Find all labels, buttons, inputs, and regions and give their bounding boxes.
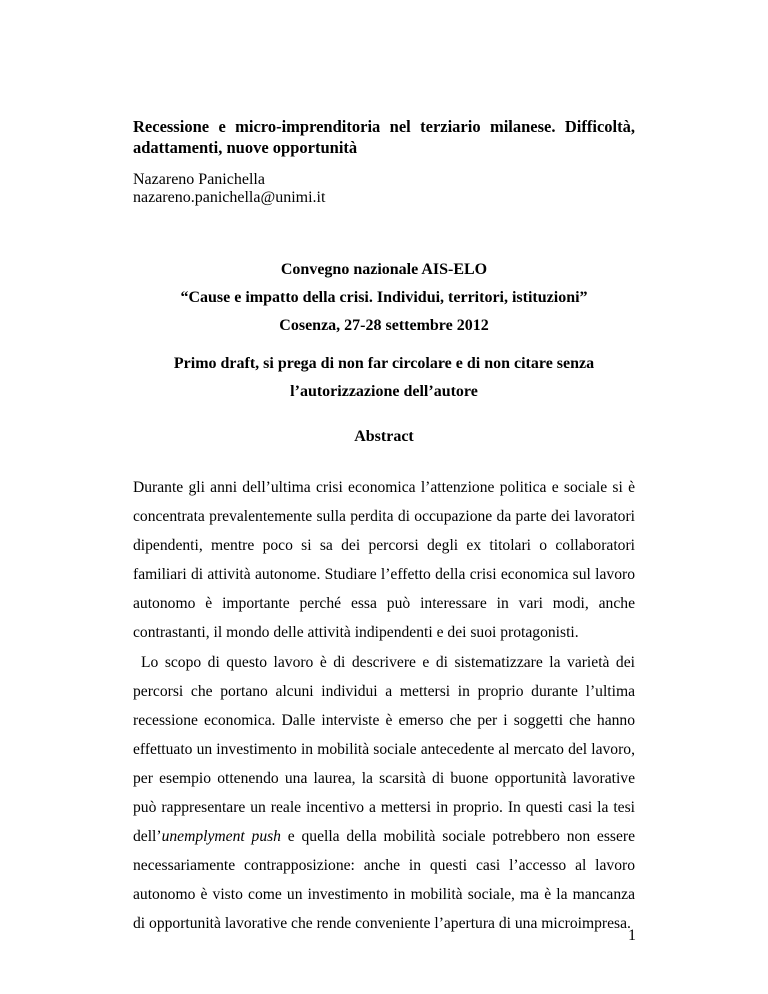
paragraph-2-text-a: Lo scopo di questo lavoro è di descrivere e di sistematizzare la varietà dei percorsi che portano alcuni individui a mettersi in proprio durante l’ultima recessione economica. Dalle interviste è emerso che per i soggetti che hanno effettuato un investimento in mobilità sociale antecedente al mercato del lavoro, per esempio ottenendo una laurea, la scarsità di buone opportunità lavorative può rappresentare un reale incentivo a mettersi in proprio. In questi casi la tesi dell’ [133,653,635,846]
paragraph-2-text-b: e quella della mobilità sociale potrebbero non essere necessariamente contrapposizione: anche in questi casi l’accesso al lavoro autonomo è visto come un investimento in mobilità sociale, ma è la mancanza di opportunità lavorative che rende conveniente l’apertura di una microimpresa. [133,828,636,933]
abstract-paragraph-2 [133,648,635,939]
conference-block [133,256,635,340]
draft-notice: Primo draft, si prega di non far circolare e di non citare senza l’autorizzazione dell’autore [173,355,595,400]
author-block [133,171,325,207]
page-number: 1 [628,927,636,944]
author-email: nazareno.panichella@unimi.it [133,189,326,206]
paper-title: Recessione e micro-imprenditoria nel terziario milanese. Difficoltà, adattamenti, nuove opportunità [133,117,635,157]
conference-theme: “Cause e impatto della crisi. Individui, territori, istituzioni” [180,289,588,306]
conference-name: Convegno nazionale AIS-ELO [280,261,488,278]
author-name: Nazareno Panichella [133,171,265,188]
abstract-paragraph-1: Durante gli anni dell’ultima crisi economica l’attenzione politica e sociale si è concentrata prevalentemente sulla perdita di occupazione da parte dei lavoratori dipendenti, mentre poco si sa dei percorsi degli ex titolari o collaboratori familiari di attività autonome. Studiare l’effetto della crisi economica sul lavoro autonomo è importante perché essa può interessare in vari modi, anche contrastanti, il mondo delle attività indipendenti e dei suoi protagonisti. [133,479,635,642]
abstract-body [133,473,635,939]
abstract-heading: Abstract [354,428,414,445]
paragraph-2-italic-term: unemplyment push [161,828,281,846]
conference-place-date: Cosenza, 27-28 settembre 2012 [279,317,489,334]
